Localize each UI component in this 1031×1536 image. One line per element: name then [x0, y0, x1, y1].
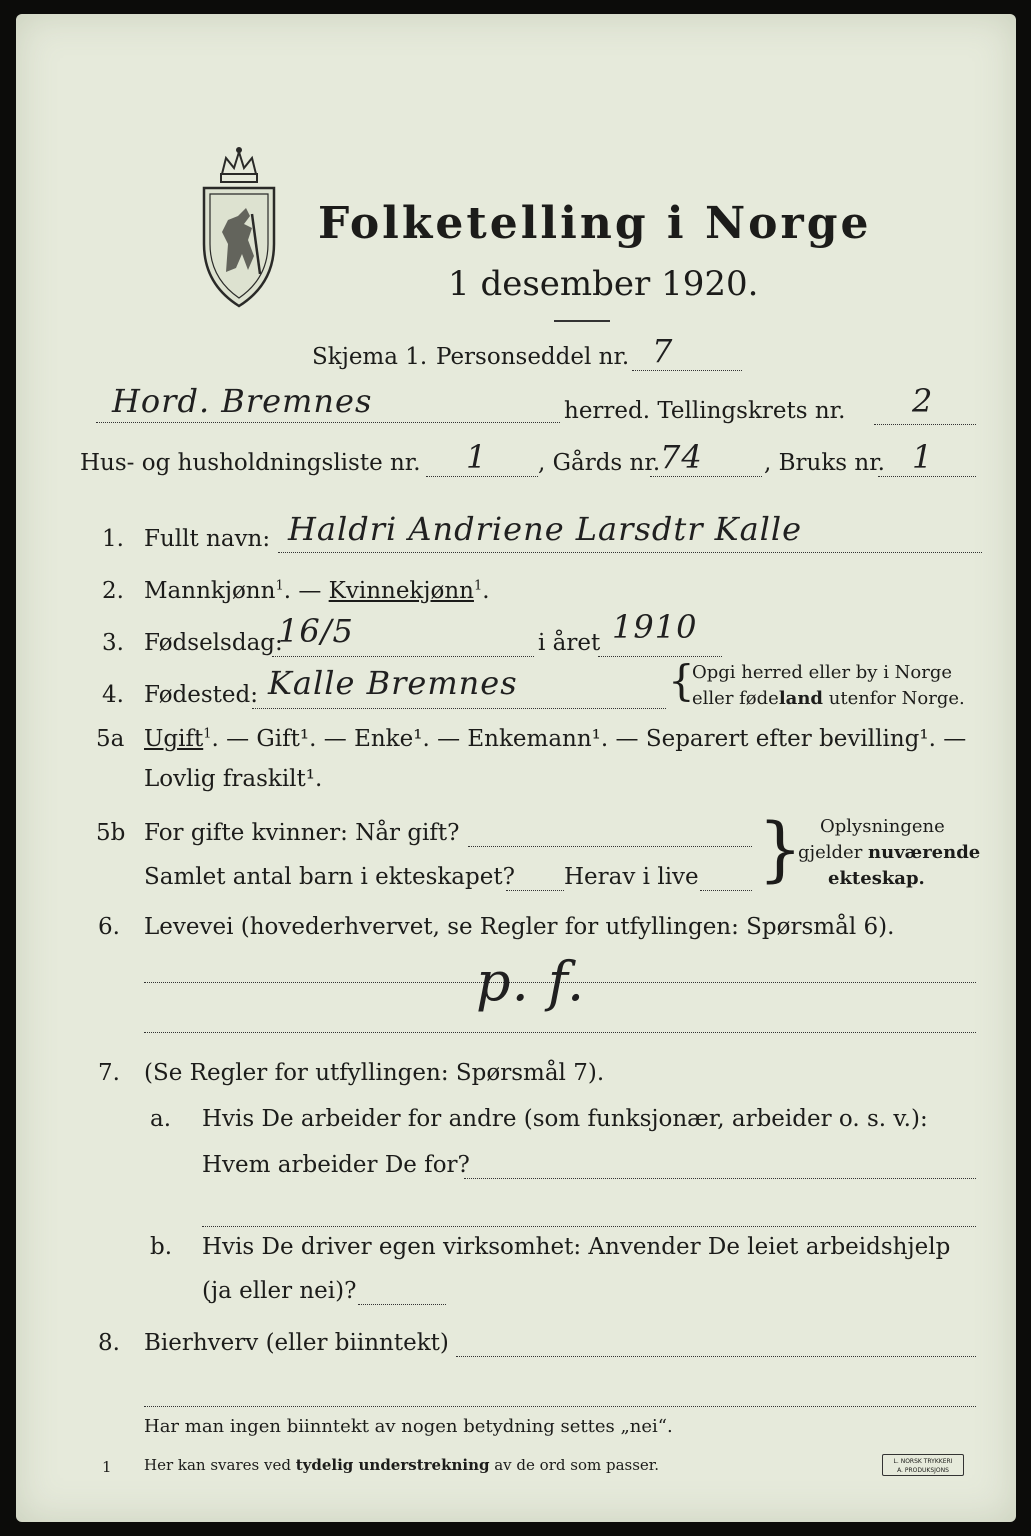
q4-note-2 — [692, 688, 965, 709]
q3-value: 16/5 — [278, 612, 354, 650]
q6-number: 6. — [98, 914, 120, 940]
q5a-number: 5a — [96, 726, 125, 752]
gards-label: , Gårds nr. — [538, 450, 661, 476]
form-subtitle: 1 desember 1920. — [448, 264, 759, 304]
footnote-number: 1 — [102, 1458, 112, 1476]
q4-note-2a: eller føde — [692, 688, 779, 709]
q7a-line-1 — [464, 1178, 976, 1179]
footnote — [144, 1456, 659, 1474]
coat-of-arms-icon — [194, 144, 284, 314]
q5b-live-line — [700, 890, 752, 891]
hus-value: 1 — [466, 438, 488, 476]
q3-line — [272, 656, 534, 657]
printer-stamp — [882, 1454, 964, 1476]
q7b-label-2: (ja eller nei)? — [202, 1278, 357, 1304]
q4-value: Kalle Bremnes — [268, 664, 518, 702]
footnote-c: av de ord som passer. — [489, 1456, 660, 1474]
biinntekt-note: Har man ingen biinntekt av nogen betydning settes „nei“. — [144, 1416, 673, 1437]
q1-label: Fullt navn: — [144, 526, 271, 552]
q2-kvinne: Kvinnekjønn — [328, 578, 474, 604]
q5b-note-2 — [798, 842, 980, 863]
herred-label: herred. Tellingskrets nr. — [564, 398, 846, 424]
footnote-a: Her kan svares ved — [144, 1456, 296, 1474]
q5b-barn-line — [506, 890, 564, 891]
q7b-letter: b. — [150, 1234, 173, 1260]
personseddel-line — [632, 370, 742, 371]
skjema-label: Skjema 1. — [312, 344, 428, 370]
footnote-b: tydelig understrekning — [295, 1456, 490, 1474]
q7a-label-2: Hvem arbeider De for? — [202, 1152, 470, 1178]
q6-value: p. f. — [476, 950, 586, 1013]
q6-line-2 — [144, 1032, 976, 1033]
bruks-line — [878, 476, 976, 477]
q4-brace: { — [668, 656, 695, 705]
q8-line-1 — [456, 1356, 976, 1357]
q2-kvinne-sup: 1 — [473, 578, 483, 594]
hus-label: Hus- og husholdningsliste nr. — [80, 450, 421, 476]
gards-value: 74 — [660, 438, 703, 476]
q7b-line — [358, 1304, 446, 1305]
gards-line — [650, 476, 762, 477]
q3-year-line — [598, 656, 722, 657]
personseddel-value: 7 — [652, 332, 674, 370]
stamp-line-1: L. NORSK TRYKKERI — [893, 1458, 953, 1465]
q5a-ugift-sup: 1 — [203, 726, 212, 742]
q5b-note-2a: gjelder — [798, 842, 869, 863]
q2-mann-sup: 1 — [275, 578, 284, 594]
q5b-note-3: ekteskap. — [828, 868, 925, 889]
q5b-note-1: Oplysningene — [820, 816, 945, 837]
q5a-line2: Lovlig fraskilt¹. — [144, 766, 323, 792]
q4-note-1: Opgi herred eller by i Norge — [692, 662, 953, 683]
q2-sep: — — [298, 578, 322, 604]
q6-label: Levevei (hovederhvervet, se Regler for utfyllingen: Spørsmål 6). — [144, 914, 895, 940]
q1-line — [278, 552, 982, 553]
bruks-label: , Bruks nr. — [764, 450, 885, 476]
herred-line — [96, 422, 560, 423]
q5b-label-2: Samlet antal barn i ekteskapet? — [144, 864, 515, 890]
q3-number: 3. — [102, 630, 124, 656]
q8-line-2 — [144, 1406, 976, 1407]
q3-label: Fødselsdag: — [144, 630, 283, 656]
tellingskrets-line — [874, 424, 976, 425]
tellingskrets-value: 2 — [912, 382, 934, 420]
stamp-line-2: A. PRODUKSJONS — [897, 1467, 949, 1474]
q5b-label-3: Herav i live — [564, 864, 699, 890]
q5a-ugift: Ugift — [144, 726, 204, 752]
q4-line — [252, 708, 666, 709]
form-title: Folketelling i Norge — [318, 198, 872, 249]
q2-number: 2. — [102, 578, 124, 604]
q5a-options: Ugift$^1$. — Gift¹. — Enke¹. — Enkemann¹. — Separert efter bevilling¹. — — [144, 726, 967, 752]
q3-year-label: i året — [538, 630, 601, 656]
q2-mann: Mannkjønn — [144, 578, 276, 604]
q2-options: Mannkjønn$^1$. — Kvinnekjønn$^1$. — [144, 578, 490, 604]
q7a-label-1: Hvis De arbeider for andre (som funksjonær, arbeider o. s. v.): — [202, 1106, 928, 1132]
q4-note-2b: land — [778, 688, 824, 709]
q8-label: Bierhverv (eller biinntekt) — [144, 1330, 449, 1356]
q5b-note-2b: nuværende — [868, 842, 981, 863]
herred-value: Hord. Bremnes — [112, 382, 373, 420]
personseddel-label: Personseddel nr. — [436, 344, 630, 370]
q1-number: 1. — [102, 526, 124, 552]
q4-note-2c: utenfor Norge. — [823, 688, 965, 709]
q5b-brace: } — [758, 808, 803, 890]
q4-label: Fødested: — [144, 682, 259, 708]
q5b-label-1: For gifte kvinner: Når gift? — [144, 820, 460, 846]
census-form-page — [16, 14, 1016, 1522]
q7-number: 7. — [98, 1060, 120, 1086]
q5b-number: 5b — [96, 820, 126, 846]
hus-line — [426, 476, 538, 477]
title-divider — [554, 320, 610, 322]
q7a-letter: a. — [150, 1106, 172, 1132]
q8-number: 8. — [98, 1330, 120, 1356]
q5b-gift-line — [468, 846, 752, 847]
q7-label: (Se Regler for utfyllingen: Spørsmål 7). — [144, 1060, 605, 1086]
q7a-line-2 — [202, 1226, 976, 1227]
q5a-rest: — Gift¹. — Enke¹. — Enkemann¹. — Separert efter bevilling¹. — — [226, 726, 967, 752]
q3-year-value: 1910 — [612, 608, 698, 646]
q1-value: Haldri Andriene Larsdtr Kalle — [288, 510, 803, 548]
q4-number: 4. — [102, 682, 124, 708]
bruks-value: 1 — [912, 438, 934, 476]
q7b-label-1: Hvis De driver egen virksomhet: Anvender De leiet arbeidshjelp — [202, 1234, 951, 1260]
